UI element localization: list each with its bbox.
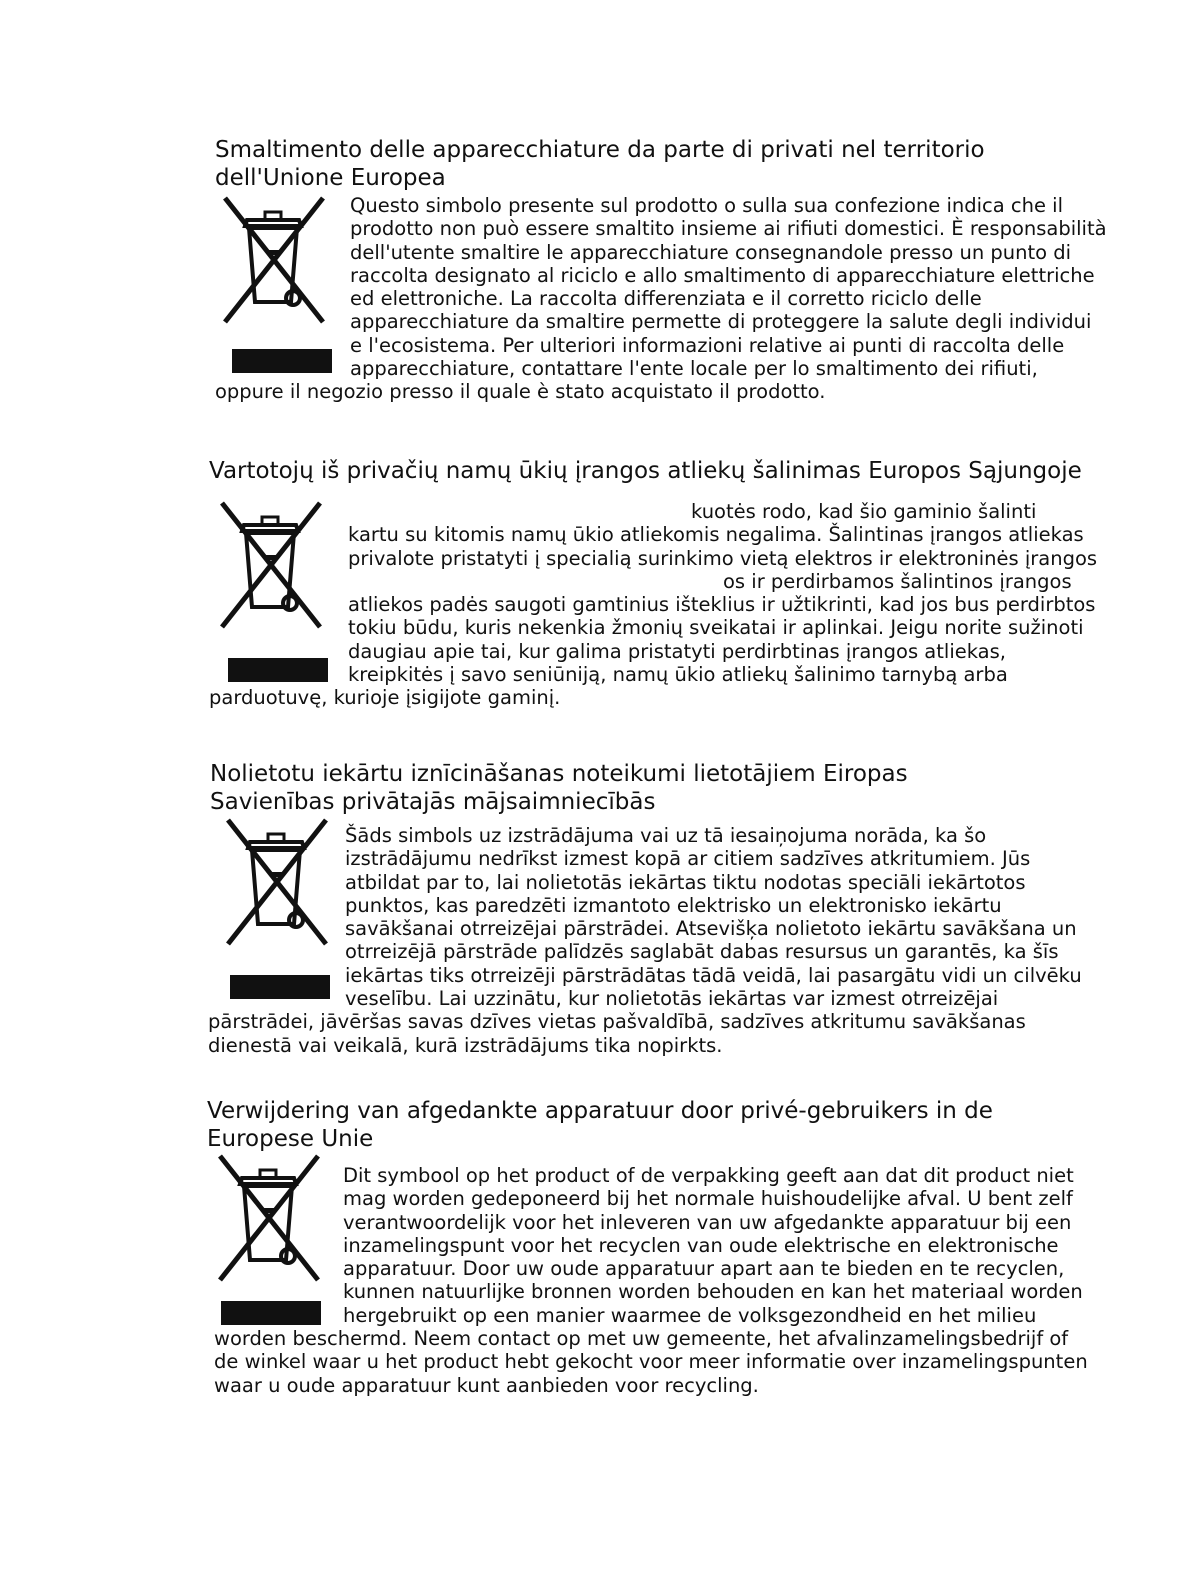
body-line: e l'ecosistema. Per ulteriori informazioni relative ai punti di raccolta delle [350,333,1065,357]
section-italian-body [215,194,1105,404]
body-line: dell'utente smaltire le apparecchiature consegnandole presso un punto di [350,240,1072,264]
body-line: kunnen natuurlijke bronnen worden behouden en kan het materiaal worden [343,1280,1083,1304]
section-title: Verwijdering van afgedankte apparatuur door privé-gebruikers in de Europese Unie [207,1098,993,1152]
body-line: worden beschermd. Neem contact op met uw gemeente, het afvalinzamelingsbedrijf of [214,1327,1069,1351]
body-line: Dit symbool op het product of de verpakking geeft aan dat dit product niet [343,1164,1074,1187]
section-latvian-body [208,824,1098,1057]
body-line: kreipkitės į savo seniūniją, namų ūkio atliekų šalinimo tarnybą arba [348,663,1008,687]
body-line: verantwoordelijk voor het inleveren van uw afgedankte apparatuur bij een [343,1210,1072,1234]
body-line: pārstrādei, jāvēršas savas dzīves vietas pašvaldībā, sadzīves atkritumu savākšanas [208,1010,1026,1034]
section-latvian [210,760,1010,816]
body-line: ed elettroniche. La raccolta differenziata e il corretto riciclo delle [350,287,982,311]
body-line: atbildat par to, lai nolietotās iekārtas tiktu nodotas speciāli iekārtotos [345,870,1026,894]
body-line: iekārtas tiks otrreizēji pārstrādātas tādā veidā, lai pasargātu vidi un cilvēku [345,963,1082,987]
body-line: privalote pristatyti į specialią surinkimo vietą elektros ir elektroninės įrangos [348,546,1098,570]
body-line: apparecchiature, contattare l'ente locale per lo smaltimento dei rifiuti, [350,357,1038,381]
section-italian [215,136,1105,192]
section-lithuanian-body [209,500,1099,710]
body-line: tokiu būdu, kuris nekenkia žmonių sveikatai ir aplinkai. Jeigu norite sužinoti [348,616,1084,640]
body-line: kuotės rodo, kad šio gaminio šalinti [691,500,1037,523]
body-line: prodotto non può essere smaltito insieme ai rifiuti domestici. È responsabilità [350,217,1107,241]
section-dutch [207,1097,1097,1153]
body-line: veselību. Lai uzzinātu, kur nolietotās iekārtas var izmest otrreizējai [345,987,999,1011]
section-lithuanian [209,457,1099,485]
body-line: punktos, kas paredzēti izmantoto elektrisko un elektronisko iekārtu [345,893,1002,917]
body-line: hergebruikt op een manier waarmee de volksgezondheid en het milieu [343,1303,1037,1327]
section-title: Vartotojų iš privačių namų ūkių įrangos atliekų šalinimas Europos Sąjungoje [209,458,1082,484]
body-line: izstrādājumu nedrīkst izmest kopā ar citiem sadzīves atkritumiem. Jūs [345,847,1031,871]
body-line: apparecchiature da smaltire permette di proteggere la salute degli individui [350,310,1092,334]
body-line: apparatuur. Door uw oude apparatuur apart aan te bieden en te recyclen, [343,1257,1065,1281]
body-line: Questo simbolo presente sul prodotto o sulla sua confezione indica che il [350,194,1064,217]
body-line: daugiau apie tai, kur galima pristatyti perdirbtinas įrangos atliekas, [348,639,1006,663]
body-line: mag worden gedeponeerd bij het normale huishoudelijke afval. U bent zelf [343,1187,1073,1211]
body-line: os ir perdirbamos šalintinos įrangos [723,569,1072,593]
body-line: waar u oude apparatuur kunt aanbieden voor recycling. [214,1373,759,1397]
body-line: raccolta designato al riciclo e allo smaltimento di apparecchiature elettriche [350,263,1095,287]
body-line: dienestā vai veikalā, kurā izstrādājums tika nopirkts. [208,1033,723,1057]
section-title: Nolietotu iekārtu iznīcināšanas noteikumi lietotājiem Eiropas Savienības privātajās mājsaimniecībās [210,761,908,815]
body-line: oppure il negozio presso il quale è stato acquistato il prodotto. [215,380,826,404]
body-line: atliekos padės saugoti gamtinius išteklius ir užtikrinti, kad jos bus perdirbtos [348,593,1096,617]
body-line: kartu su kitomis namų ūkio atliekomis negalima. Šalintinas įrangos atliekas [348,523,1084,547]
section-dutch-body [214,1164,1104,1397]
body-line: de winkel waar u het product hebt gekocht voor meer informatie over inzamelingspunten [214,1350,1088,1374]
body-line: inzamelingspunt voor het recyclen van oude elektrische en elektronische [343,1233,1059,1257]
body-line: parduotuvę, kurioje įsigijote gaminį. [209,686,561,710]
section-title: Smaltimento delle apparecchiature da parte di privati nel territorio dell'Unione Europea [215,137,985,191]
body-line: savākšanai otrreizējai pārstrādei. Atsevišķa nolietoto iekārtu savākšana un [345,917,1077,941]
body-line: Šāds simbols uz izstrādājuma vai uz tā iesaiņojuma norāda, ka šo [345,824,987,847]
body-line: otrreizējā pārstrāde palīdzēs saglabāt dabas resursus un garantēs, ka šīs [345,940,1059,964]
